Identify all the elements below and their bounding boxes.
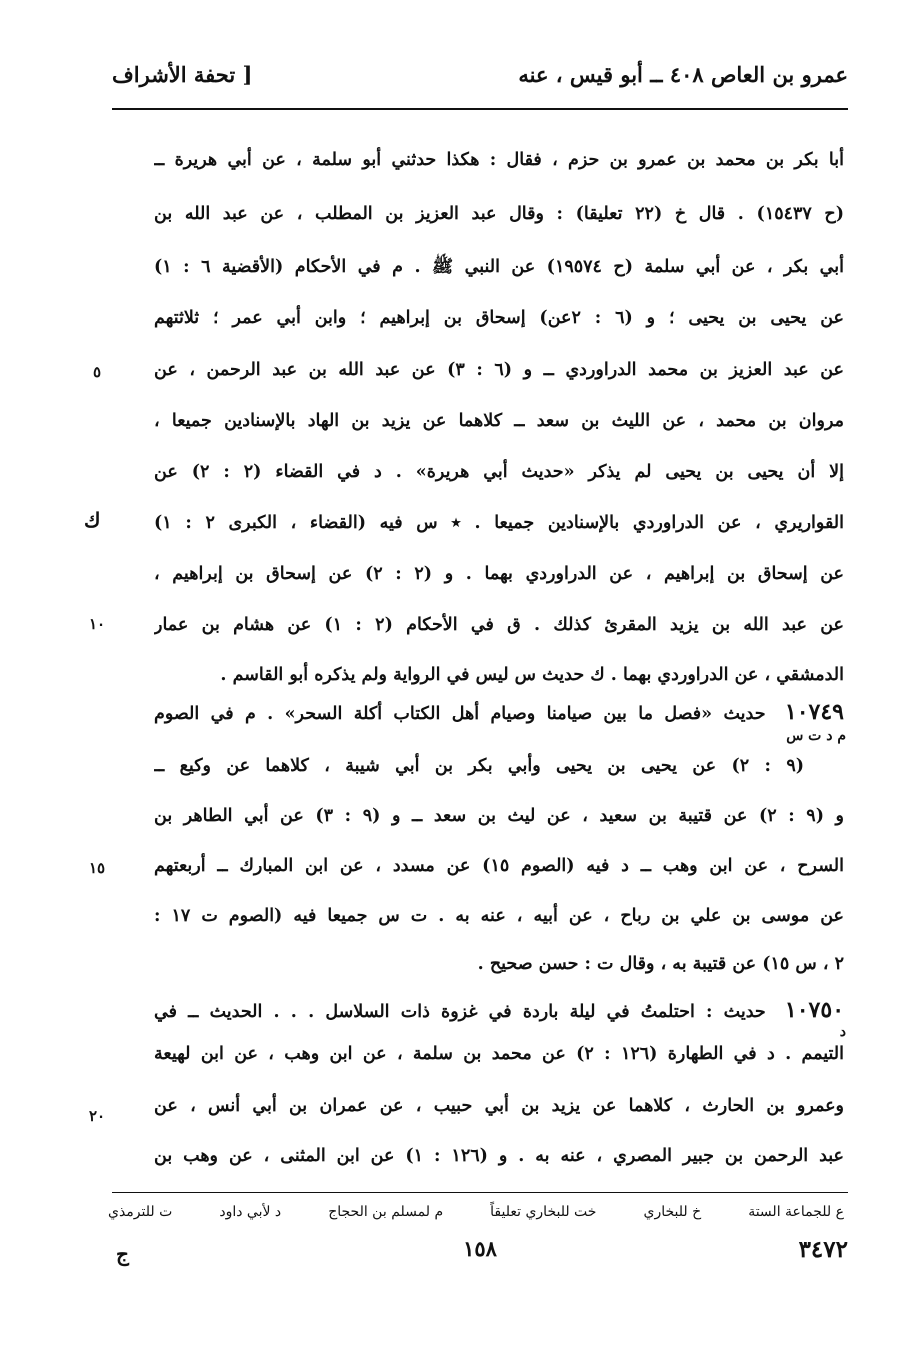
body-line: التيمم . د في الطهارة (١٢٦ : ٢) عن محمد بن سلمة ، عن ابن وهب ، عن ابن لهيعة: [154, 1044, 844, 1064]
volume-number: ٣٤٧٢: [798, 1236, 848, 1263]
entry-number: ١٠٧٤٩: [784, 699, 844, 725]
abbreviation: ت للترمذي: [108, 1204, 173, 1220]
reference-mark: ك: [84, 508, 101, 532]
abbreviation: د لأبي داود: [219, 1204, 282, 1220]
body-line: أبا بكر بن محمد بن عمرو بن حزم ، فقال : هكذا حدثني أبو سلمة ، عن أبي هريرة ــ: [154, 150, 844, 170]
abbreviation-key: [108, 1198, 844, 1226]
entry-sigla: م د ت س: [786, 728, 846, 744]
line-number-5: ٥: [92, 363, 102, 381]
body-line: إلا أن يحيى بن يحيى لم يذكر «حديث أبي هريرة» . د في القضاء (٢ : ٢) عن: [154, 462, 844, 482]
line-number-10: ١٠: [88, 615, 106, 633]
body-line: السرح ، عن ابن وهب ــ د فيه (الصوم ١٥) عن مسدد ، عن ابن المبارك ــ أربعتهم: [154, 856, 844, 876]
entry-10749-first-line: [154, 692, 844, 732]
body-line: عن موسى بن علي بن رباح ، عن أبيه ، عنه به . ت س جميعا فيه (الصوم ت ١٧ :: [154, 906, 844, 926]
header-book-title: [ تحفة الأشراف: [112, 62, 253, 87]
abbreviation: ع للجماعة الستة: [748, 1204, 844, 1220]
body-line: القواريري ، عن الدراوردي بالإسنادين جميعا . ٭ س فيه (القضاء ، الكبرى ٢ : ١): [154, 513, 844, 533]
body-line: مروان بن محمد ، عن الليث بن سعد ــ كلاهما عن يزيد بن الهاد بالإسنادين جميعا ،: [154, 411, 844, 431]
body-line: عن يحيى بن يحيى ؛ و (٦ : ٢عن) إسحاق بن إبراهيم ؛ وابن أبي عمر ؛ ثلاثتهم: [154, 308, 844, 328]
footer-bottom: [112, 1236, 848, 1272]
entry-text: حديث : احتلمتُ في ليلة باردة في غزوة ذات السلاسل . . . الحديث ــ في: [154, 1002, 766, 1022]
abbreviation: خت للبخاري تعليقاً: [490, 1204, 597, 1220]
line-number-20: ٢٠: [88, 1107, 106, 1125]
entry-sigla: د: [839, 1024, 846, 1040]
body-line: الدمشقي ، عن الدراوردي بهما . ك حديث س ليس في الرواية ولم يذكره أبو القاسم .: [220, 665, 844, 685]
header-section-title: عمرو بن العاص ٤٠٨ ــ أبو قيس ، عنه: [518, 62, 848, 87]
body-line: (٩ : ٢) عن يحيى بن يحيى وأبي بكر بن أبي شيبة ، كلاهما عن وكيع ــ: [154, 756, 804, 776]
running-header: [112, 58, 848, 98]
body-line: عبد الرحمن بن جبير المصري ، عنه به . و (١٢٦ : ١) عن ابن المثنى ، عن وهب بن: [154, 1146, 844, 1166]
part-letter: ج: [116, 1242, 129, 1266]
body-line: (ح ١٥٤٣٧) . قال خ (٢٢ تعليقا) : وقال عبد العزيز بن المطلب ، عن عبد الله بن: [154, 204, 844, 224]
entry-number: ١٠٧٥٠: [784, 997, 844, 1023]
body-line: عن عبد العزيز بن محمد الدراوردي ــ و (٦ : ٣) عن عبد الله بن عبد الرحمن ، عن: [154, 360, 844, 380]
body-line: ٢ ، س ١٥) عن قتيبة به ، وقال ت : حسن صحيح .: [477, 954, 844, 974]
body-line: وعمرو بن الحارث ، كلاهما عن يزيد بن أبي حبيب ، عن عمران بن أبي أنس ، عن: [154, 1096, 844, 1116]
footer-rule: [112, 1192, 848, 1193]
header-rule: [112, 108, 848, 110]
page-number: ١٥٨: [463, 1236, 497, 1261]
entry-10750-first-line: [154, 990, 844, 1030]
abbreviation: خ للبخاري: [643, 1204, 702, 1220]
body-line: عن إسحاق بن إبراهيم ، عن الدراوردي بهما . و (٢ : ٢) عن إسحاق بن إبراهيم ،: [154, 564, 844, 584]
body-line: عن عبد الله بن يزيد المقرئ كذلك . ق في الأحكام (٢ : ١) عن هشام بن عمار: [154, 615, 844, 635]
line-number-15: ١٥: [88, 859, 106, 877]
body-line: و (٩ : ٢) عن قتيبة بن سعيد ، عن ليث بن سعد ــ و (٩ : ٣) عن أبي الطاهر بن: [154, 806, 844, 826]
body-line: أبي بكر ، عن أبي سلمة (ح ١٩٥٧٤) عن النبي ﷺ . م في الأحكام (الأقضية ٦ : ١): [154, 257, 844, 277]
abbreviation: م لمسلم بن الحجاج: [328, 1204, 444, 1220]
entry-text: حديث «فصل ما بين صيامنا وصيام أهل الكتاب أكلة السحر» . م في الصوم: [154, 704, 766, 724]
